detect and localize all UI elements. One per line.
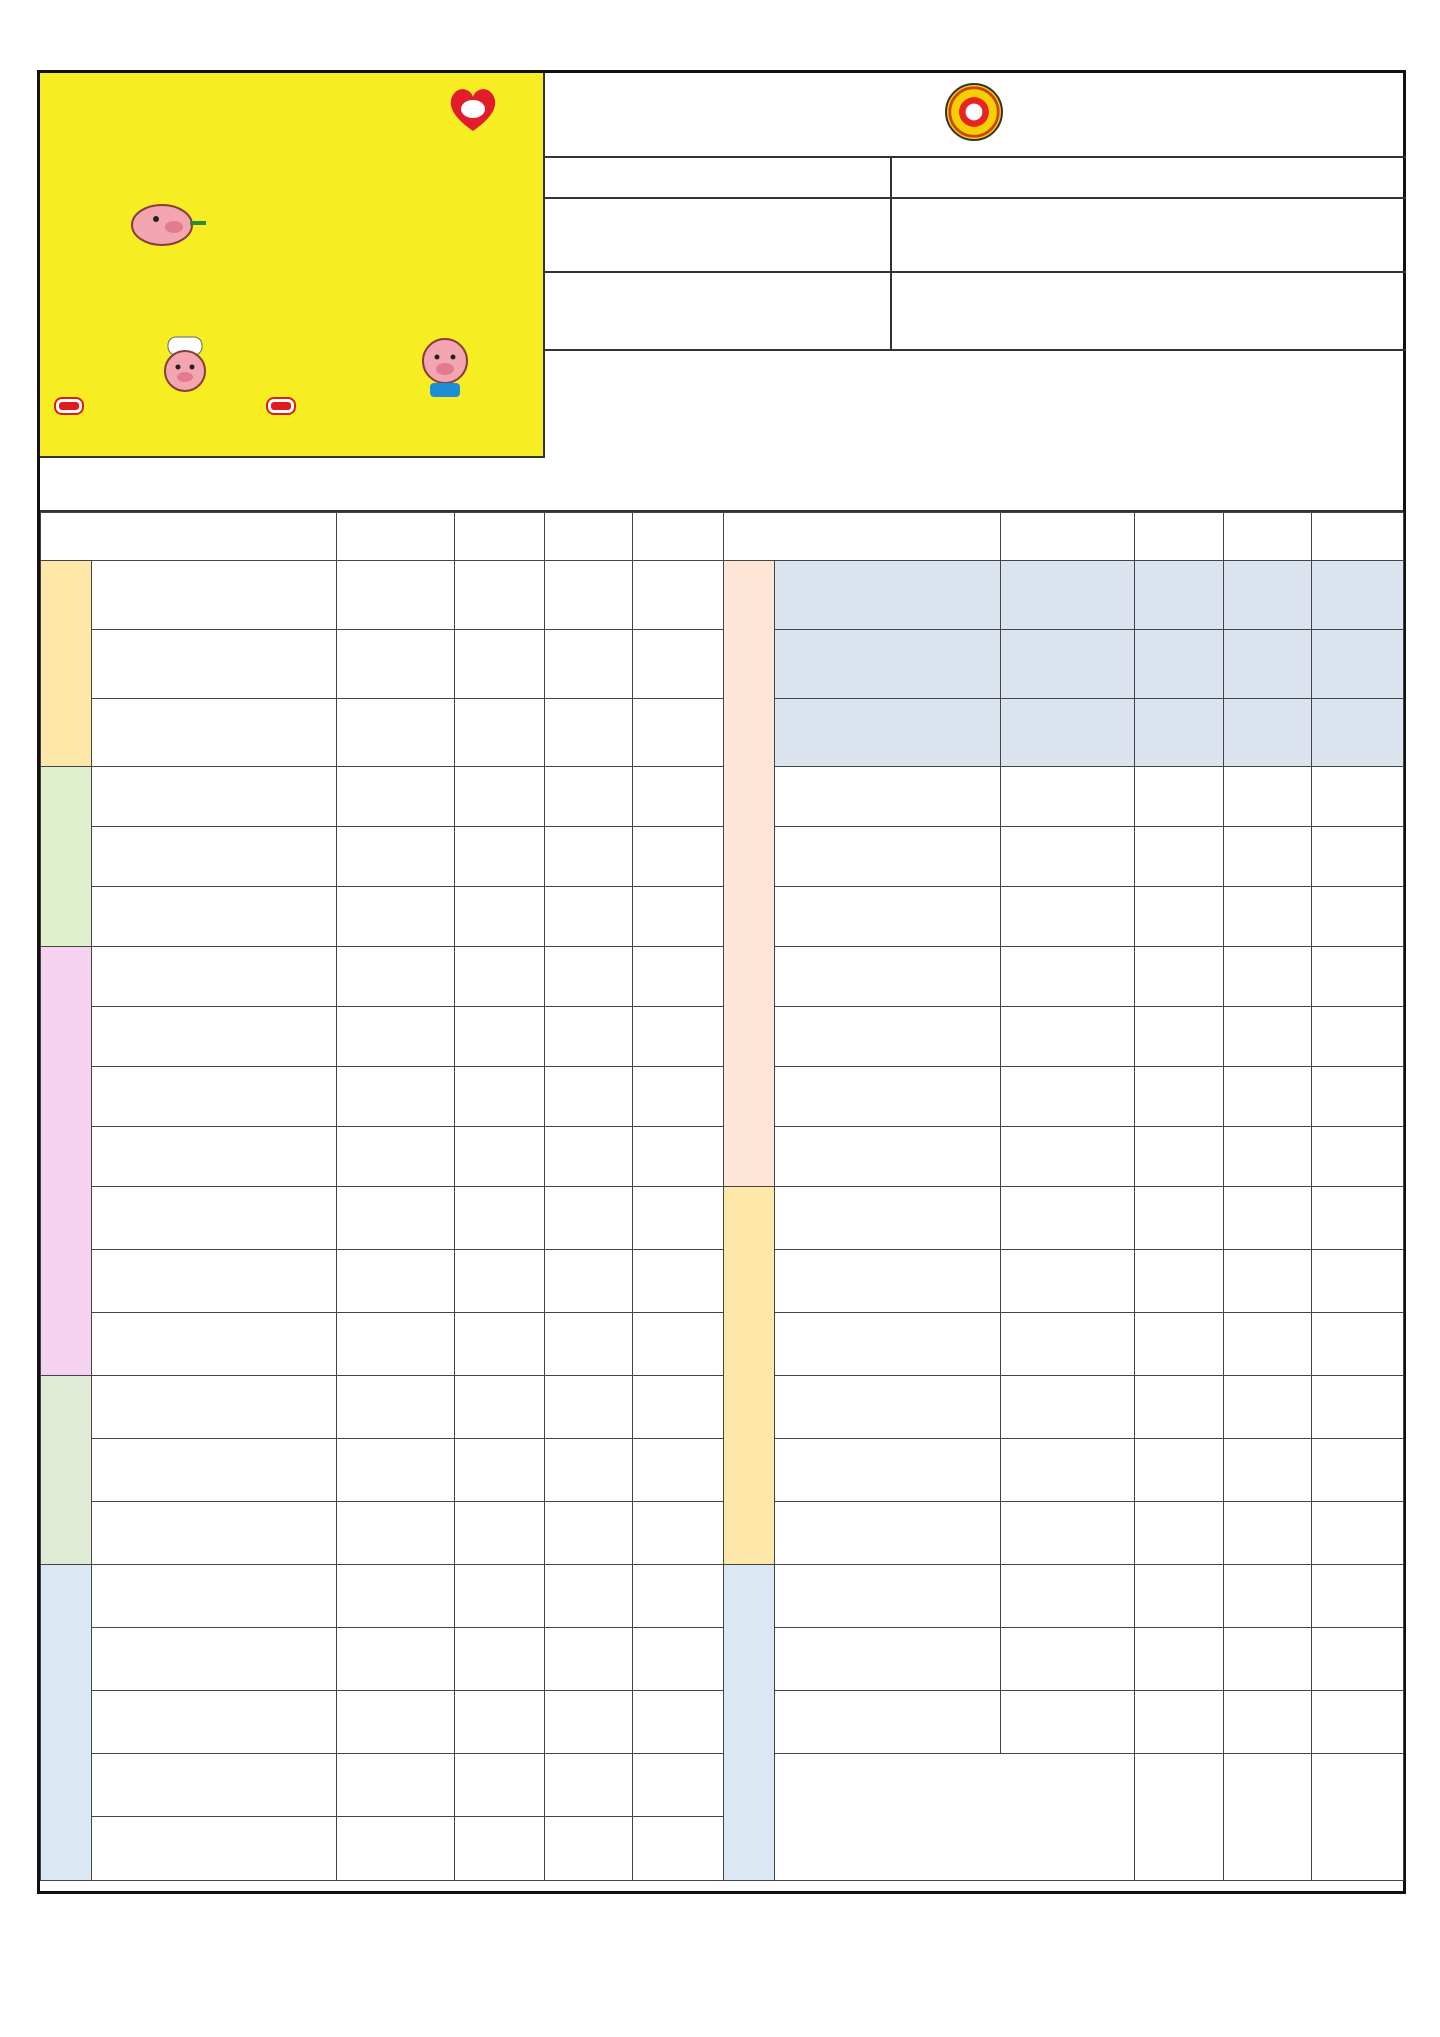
sale-price <box>545 1127 633 1187</box>
product-spec <box>1001 1250 1135 1313</box>
quantity-input[interactable] <box>1312 1313 1404 1376</box>
gift-set-description <box>775 1754 1135 1881</box>
sale-price <box>1224 1691 1312 1754</box>
quantity-input[interactable] <box>633 1817 724 1881</box>
heart-logo-icon <box>445 81 501 137</box>
product-spec <box>337 827 455 887</box>
original-price <box>455 827 545 887</box>
quantity-input[interactable] <box>1312 699 1404 767</box>
col-header-sale <box>1224 513 1312 561</box>
quantity-input[interactable] <box>1312 1691 1404 1754</box>
original-price <box>455 1007 545 1067</box>
table-row <box>41 1691 724 1754</box>
sale-price <box>545 1754 633 1817</box>
product-spec <box>1001 1187 1135 1250</box>
table-row <box>724 1250 1404 1313</box>
table-row <box>41 630 724 699</box>
product-name <box>775 1565 1001 1628</box>
product-spec <box>1001 630 1135 699</box>
product-spec <box>337 630 455 699</box>
quantity-input[interactable] <box>633 1439 724 1502</box>
table-row <box>41 827 724 887</box>
table-row <box>41 887 724 947</box>
sale-price <box>545 1250 633 1313</box>
quantity-input[interactable] <box>1312 1250 1404 1313</box>
product-name <box>92 1628 337 1691</box>
original-price <box>1135 1691 1224 1754</box>
original-price <box>1135 1127 1224 1187</box>
original-price <box>455 767 545 827</box>
product-spec <box>1001 561 1135 630</box>
col-header-name <box>724 513 1001 561</box>
table-row <box>724 887 1404 947</box>
original-price <box>1135 630 1224 699</box>
original-price <box>455 561 545 630</box>
product-spec <box>1001 1502 1135 1565</box>
sale-price <box>545 947 633 1007</box>
quantity-input[interactable] <box>1312 947 1404 1007</box>
original-price <box>1135 1502 1224 1565</box>
category-label <box>41 767 92 947</box>
product-name <box>92 1691 337 1754</box>
product-name <box>92 1067 337 1127</box>
product-spec <box>337 1250 455 1313</box>
original-price <box>1135 827 1224 887</box>
original-price <box>455 1250 545 1313</box>
product-name <box>775 1628 1001 1691</box>
original-price <box>455 1565 545 1628</box>
quantity-input[interactable] <box>1312 561 1404 630</box>
table-row <box>724 1313 1404 1376</box>
quantity-input[interactable] <box>1312 1127 1404 1187</box>
original-price <box>1135 1007 1224 1067</box>
sale-price <box>1224 1502 1312 1565</box>
table-row <box>724 630 1404 699</box>
product-spec <box>337 1439 455 1502</box>
product-name <box>92 1754 337 1817</box>
product-name <box>775 1313 1001 1376</box>
product-spec <box>1001 767 1135 827</box>
product-name <box>92 561 337 630</box>
table-row <box>724 1565 1404 1628</box>
sale-price <box>545 1691 633 1754</box>
product-name <box>92 1127 337 1187</box>
product-spec <box>337 1691 455 1754</box>
product-name <box>92 1502 337 1565</box>
sale-price <box>545 1565 633 1628</box>
table-row <box>41 1754 724 1817</box>
table-row <box>41 699 724 767</box>
product-spec <box>337 1007 455 1067</box>
original-price <box>455 630 545 699</box>
product-spec <box>337 1187 455 1250</box>
original-price <box>1135 1313 1224 1376</box>
original-price <box>1135 1439 1224 1502</box>
quantity-input[interactable] <box>633 1754 724 1817</box>
table-row <box>724 1376 1404 1439</box>
table-row <box>724 827 1404 887</box>
sale-price <box>545 1187 633 1250</box>
sale-price <box>1224 1439 1312 1502</box>
product-name <box>92 1376 337 1439</box>
product-name <box>92 1007 337 1067</box>
product-spec <box>1001 1376 1135 1439</box>
sale-price <box>1224 1628 1312 1691</box>
quantity-input[interactable] <box>1312 1067 1404 1127</box>
quantity-input[interactable] <box>633 1376 724 1439</box>
quantity-input[interactable] <box>633 1628 724 1691</box>
original-price <box>455 1691 545 1754</box>
quantity-input[interactable] <box>633 1691 724 1754</box>
original-price <box>1135 1250 1224 1313</box>
col-header-qty <box>633 513 724 561</box>
original-price <box>455 1502 545 1565</box>
table-row <box>724 767 1404 827</box>
quantity-input[interactable] <box>633 699 724 767</box>
product-spec <box>337 887 455 947</box>
original-price <box>455 1439 545 1502</box>
sale-price <box>1224 827 1312 887</box>
sale-price <box>1224 887 1312 947</box>
table-row <box>41 1565 724 1628</box>
badge-traceable-pork <box>268 399 294 413</box>
sale-price <box>1224 1250 1312 1313</box>
product-name <box>775 1502 1001 1565</box>
product-name <box>92 1439 337 1502</box>
table-row <box>41 1127 724 1187</box>
table-row <box>41 1502 724 1565</box>
quantity-input[interactable] <box>633 1565 724 1628</box>
table-row <box>724 947 1404 1007</box>
pig-mascot-icon <box>126 197 208 249</box>
quantity-input[interactable] <box>633 630 724 699</box>
product-name <box>92 947 337 1007</box>
product-name <box>775 630 1001 699</box>
product-name <box>92 1313 337 1376</box>
sale-price <box>545 1376 633 1439</box>
anzo-seal-icon <box>945 83 1003 141</box>
product-name <box>775 1250 1001 1313</box>
table-row <box>41 1187 724 1250</box>
original-price <box>455 1376 545 1439</box>
table-row <box>41 1628 724 1691</box>
sale-price <box>545 630 633 699</box>
original-price <box>455 1628 545 1691</box>
left-product-table <box>40 512 724 1881</box>
sale-price <box>545 767 633 827</box>
sale-price <box>1224 1376 1312 1439</box>
sale-price <box>545 827 633 887</box>
product-spec <box>1001 1439 1135 1502</box>
category-label <box>41 947 92 1376</box>
quantity-input[interactable] <box>633 1502 724 1565</box>
col-header-qty <box>1312 513 1404 561</box>
sale-price <box>545 1007 633 1067</box>
product-spec <box>337 1628 455 1691</box>
product-name <box>775 1376 1001 1439</box>
table-row <box>724 561 1404 630</box>
table-row <box>41 1376 724 1439</box>
sale-price <box>1224 947 1312 1007</box>
sale-price <box>1224 1007 1312 1067</box>
sale-price <box>1224 561 1312 630</box>
table-row <box>41 1313 724 1376</box>
badge-no-ractopamine <box>56 399 82 413</box>
col-header-spec <box>337 513 455 561</box>
quantity-input[interactable] <box>1312 1187 1404 1250</box>
category-label <box>41 1376 92 1565</box>
quantity-input[interactable] <box>1312 827 1404 887</box>
quantity-input[interactable] <box>1312 1565 1404 1628</box>
quantity-input[interactable] <box>1312 1007 1404 1067</box>
original-price <box>1135 1565 1224 1628</box>
right-product-table <box>723 512 1404 1881</box>
product-name <box>775 1439 1001 1502</box>
product-name <box>92 1187 337 1250</box>
product-name <box>775 1067 1001 1127</box>
col-header-sale <box>545 513 633 561</box>
promotion-banner <box>40 458 1403 512</box>
product-spec <box>1001 1127 1135 1187</box>
product-spec <box>1001 947 1135 1007</box>
quantity-input[interactable] <box>633 1187 724 1250</box>
original-price <box>455 1817 545 1881</box>
original-price <box>1135 561 1224 630</box>
product-spec <box>1001 699 1135 767</box>
original-price <box>1135 767 1224 827</box>
product-name <box>92 699 337 767</box>
product-name <box>92 767 337 827</box>
product-name <box>775 561 1001 630</box>
original-price <box>1135 1628 1224 1691</box>
product-name <box>775 827 1001 887</box>
product-name <box>775 1127 1001 1187</box>
pig-chef-icon <box>150 333 220 403</box>
product-name <box>92 827 337 887</box>
sale-price <box>1224 1067 1312 1127</box>
pig-thumbs-up-icon <box>410 329 480 399</box>
product-spec <box>1001 1565 1135 1628</box>
gift-set-row <box>724 1754 1404 1881</box>
sale-price <box>545 1439 633 1502</box>
product-name <box>92 1817 337 1881</box>
original-price <box>1135 947 1224 1007</box>
product-name <box>92 1565 337 1628</box>
table-row <box>724 1691 1404 1754</box>
quantity-input[interactable] <box>633 1067 724 1127</box>
gift-set-sale-price <box>1224 1754 1312 1881</box>
product-spec <box>337 1502 455 1565</box>
product-spec <box>1001 1691 1135 1754</box>
sale-price <box>545 1313 633 1376</box>
table-row <box>724 1127 1404 1187</box>
quantity-input[interactable] <box>1312 1439 1404 1502</box>
original-price <box>455 1067 545 1127</box>
quantity-input[interactable] <box>633 887 724 947</box>
product-spec <box>337 1313 455 1376</box>
original-price <box>455 1754 545 1817</box>
col-header-spec <box>1001 513 1135 561</box>
quantity-input[interactable] <box>633 1250 724 1313</box>
category-label <box>724 561 775 1187</box>
original-price <box>1135 699 1224 767</box>
original-price <box>1135 1187 1224 1250</box>
sale-price <box>1224 767 1312 827</box>
table-row <box>724 1439 1404 1502</box>
table-row <box>41 1067 724 1127</box>
product-spec <box>337 1817 455 1881</box>
quantity-input[interactable] <box>1312 1376 1404 1439</box>
table-row <box>41 947 724 1007</box>
order-form-sheet <box>37 70 1406 1894</box>
product-spec <box>337 699 455 767</box>
original-price <box>1135 1067 1224 1127</box>
original-price <box>455 1313 545 1376</box>
sale-price <box>1224 1127 1312 1187</box>
table-row <box>41 767 724 827</box>
quantity-input[interactable] <box>633 1313 724 1376</box>
sale-price <box>1224 1565 1312 1628</box>
product-name <box>92 1250 337 1313</box>
quantity-input[interactable] <box>1312 767 1404 827</box>
table-row <box>724 1187 1404 1250</box>
quantity-input[interactable] <box>633 827 724 887</box>
table-row <box>724 1007 1404 1067</box>
table-row <box>41 1439 724 1502</box>
product-spec <box>337 1127 455 1187</box>
product-spec <box>337 767 455 827</box>
product-spec <box>337 1067 455 1127</box>
original-price <box>1135 887 1224 947</box>
product-name <box>775 1007 1001 1067</box>
quantity-input[interactable] <box>633 561 724 630</box>
product-spec <box>1001 1628 1135 1691</box>
table-row <box>41 561 724 630</box>
product-spec <box>337 1376 455 1439</box>
category-label <box>724 1187 775 1565</box>
table-row <box>724 1502 1404 1565</box>
quantity-input[interactable] <box>1312 1502 1404 1565</box>
col-header-orig <box>455 513 545 561</box>
category-label <box>41 1565 92 1881</box>
sale-price <box>1224 1313 1312 1376</box>
product-spec <box>1001 1007 1135 1067</box>
sale-price <box>545 561 633 630</box>
product-name <box>775 699 1001 767</box>
quantity-input[interactable] <box>633 1127 724 1187</box>
sale-price <box>545 1817 633 1881</box>
quantity-input[interactable] <box>1312 1628 1404 1691</box>
quantity-input[interactable] <box>1312 1754 1404 1881</box>
table-row <box>41 1817 724 1881</box>
product-spec <box>1001 827 1135 887</box>
product-spec <box>337 1565 455 1628</box>
category-label <box>41 561 92 767</box>
table-row <box>724 1628 1404 1691</box>
product-name <box>92 630 337 699</box>
product-spec <box>337 561 455 630</box>
product-spec <box>1001 1067 1135 1127</box>
product-name <box>775 887 1001 947</box>
gift-set-original-price <box>1135 1754 1224 1881</box>
original-price <box>455 947 545 1007</box>
quantity-input[interactable] <box>1312 630 1404 699</box>
product-name <box>775 767 1001 827</box>
original-price <box>455 887 545 947</box>
sale-price <box>545 1628 633 1691</box>
sale-price <box>545 699 633 767</box>
original-price <box>455 1127 545 1187</box>
quantity-input[interactable] <box>1312 887 1404 947</box>
product-spec <box>1001 1313 1135 1376</box>
sale-price <box>545 1502 633 1565</box>
table-row <box>41 1007 724 1067</box>
original-price <box>455 1187 545 1250</box>
sale-price <box>1224 699 1312 767</box>
col-header-name <box>41 513 337 561</box>
sale-price <box>545 887 633 947</box>
quantity-input[interactable] <box>633 1007 724 1067</box>
quantity-input[interactable] <box>633 947 724 1007</box>
table-row <box>41 1250 724 1313</box>
sale-price <box>545 1067 633 1127</box>
product-spec <box>337 1754 455 1817</box>
sale-price <box>1224 630 1312 699</box>
category-label <box>724 1565 775 1881</box>
sale-price <box>1224 1187 1312 1250</box>
product-spec <box>337 947 455 1007</box>
original-price <box>1135 1376 1224 1439</box>
product-spec <box>1001 887 1135 947</box>
table-row <box>724 699 1404 767</box>
product-name <box>775 1187 1001 1250</box>
quantity-input[interactable] <box>633 767 724 827</box>
original-price <box>455 699 545 767</box>
brand-logo-panel <box>40 73 545 458</box>
product-name <box>775 947 1001 1007</box>
col-header-orig <box>1135 513 1224 561</box>
product-name <box>775 1691 1001 1754</box>
table-row <box>724 1067 1404 1127</box>
product-name <box>92 887 337 947</box>
